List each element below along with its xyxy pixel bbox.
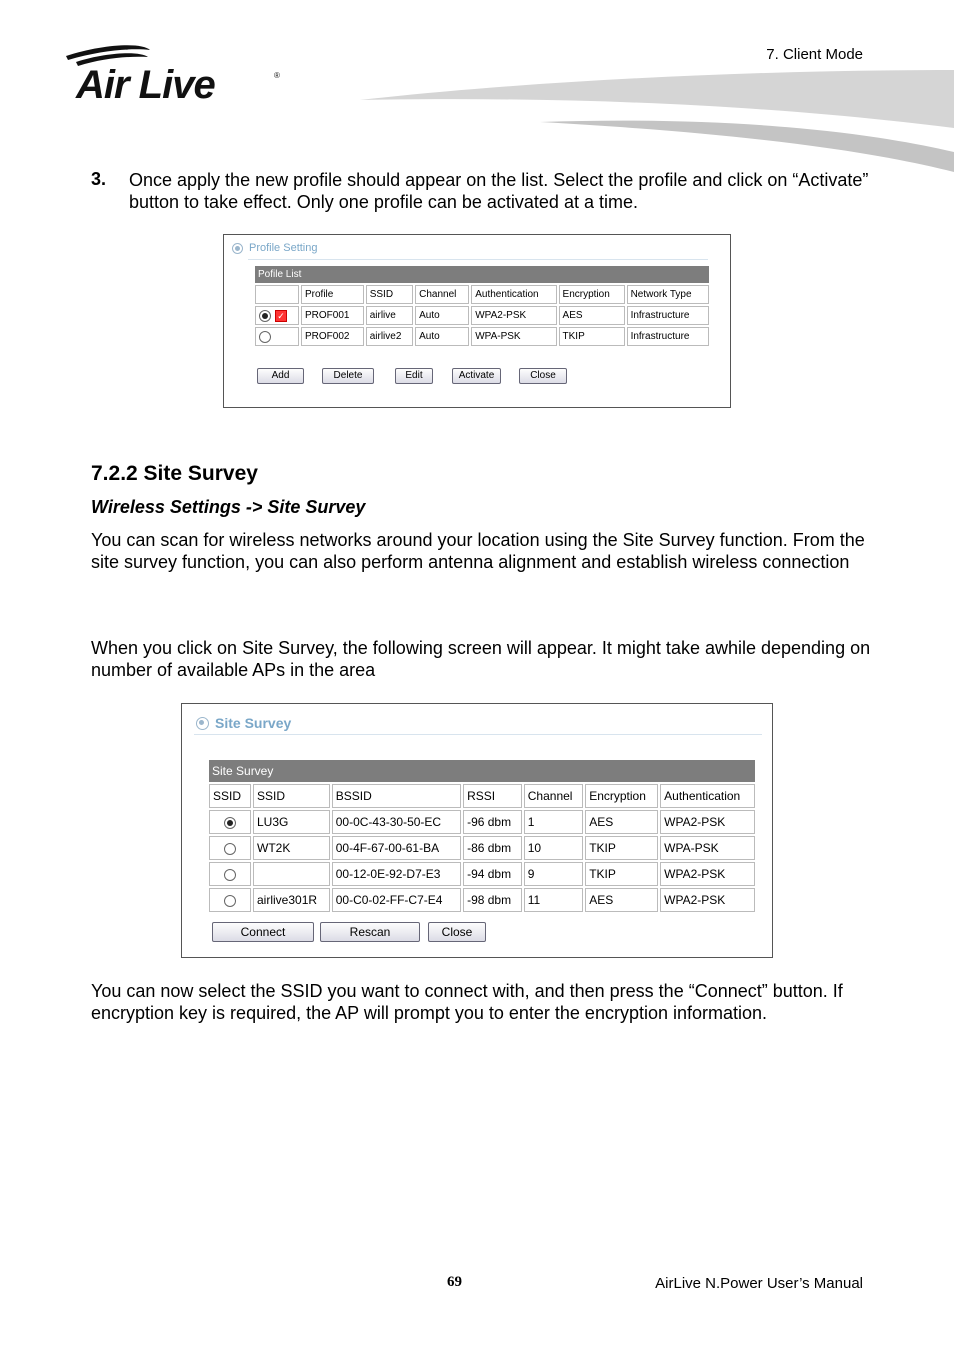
select-column-header [255,285,299,304]
table-caption: Site Survey [209,760,755,782]
rssi-cell: -86 dbm [463,836,522,860]
ssid-radio[interactable] [224,895,236,907]
ssid-cell: airlive301R [253,888,330,912]
profile-setting-screenshot [223,234,731,408]
close-button[interactable]: Close [428,922,486,942]
panel-title [232,242,317,254]
column-header: Encryption [585,784,658,808]
ssid-cell: LU3G [253,810,330,834]
channel-cell: 9 [524,862,583,886]
auth-cell: WPA-PSK [660,836,755,860]
bssid-cell: 00-4F-67-00-61-BA [332,836,461,860]
rssi-cell: -94 dbm [463,862,522,886]
svg-text:Air Live: Air Live [76,63,215,104]
table-row [209,862,755,886]
site-survey-screenshot [181,703,773,958]
panel-title [196,715,291,731]
paragraph: You can scan for wireless networks around your location using the Site Survey function. From the site survey function, you can also perform antenna alignment and establish wireless connection [91,530,865,572]
close-button[interactable]: Close [519,368,567,384]
auth-cell: WPA2-PSK [660,888,755,912]
site-survey-table [207,758,757,914]
auth-cell: WPA2-PSK [660,810,755,834]
bssid-cell: 00-0C-43-30-50-EC [332,810,461,834]
profile-cell: PROF001 [301,306,364,325]
activate-button[interactable]: Activate [452,368,501,384]
rssi-cell: -98 dbm [463,888,522,912]
column-header: SSID [253,784,330,808]
section-heading: 7.2.2 Site Survey [91,462,258,485]
enc-cell: AES [559,306,625,325]
table-header-row [255,285,709,304]
column-header: Encryption [559,285,625,304]
table-row [209,810,755,834]
bullet-icon [232,243,243,254]
section-subheading: Wireless Settings -> Site Survey [91,497,366,517]
bssid-cell: 00-C0-02-FF-C7-E4 [332,888,461,912]
chapter-title: 7. Client Mode [766,46,863,63]
enc-cell: TKIP [585,836,658,860]
rssi-cell: -96 dbm [463,810,522,834]
table-header-row [209,784,755,808]
ssid-cell: airlive2 [366,327,413,346]
step-number: 3. [91,169,107,189]
enc-cell: TKIP [559,327,625,346]
net-cell: Infrastructure [627,327,709,346]
table-row [255,327,709,346]
title-divider [248,259,708,260]
column-header: SSID [209,784,251,808]
channel-cell: Auto [415,306,469,325]
enc-cell: AES [585,810,658,834]
column-header: Channel [524,784,583,808]
paragraph: When you click on Site Survey, the following screen will appear. It might take awhile depending on number of available APs in the area [91,638,871,680]
active-check-icon: ✓ [275,310,287,322]
manual-title: AirLive N.Power User’s Manual [655,1275,863,1292]
auth-cell: WPA2-PSK [660,862,755,886]
profile-list-table [253,264,711,348]
column-header: Authentication [660,784,755,808]
column-header: Channel [415,285,469,304]
profile-setting-title: Profile Setting [249,242,318,254]
header-swoosh-graphic [340,60,954,180]
channel-cell: 1 [524,810,583,834]
page-number: 69 [447,1274,462,1290]
channel-cell: Auto [415,327,469,346]
ssid-cell: airlive [366,306,413,325]
profile-radio[interactable] [259,310,271,322]
channel-cell: 11 [524,888,583,912]
table-row [209,836,755,860]
enc-cell: TKIP [585,862,658,886]
net-cell: Infrastructure [627,306,709,325]
table-caption: Pofile List [255,266,709,283]
rescan-button[interactable]: Rescan [320,922,420,942]
column-header: RSSI [463,784,522,808]
title-divider [194,734,762,735]
add-button[interactable]: Add [257,368,304,384]
table-row [255,306,709,325]
column-header: Profile [301,285,364,304]
edit-button[interactable]: Edit [395,368,433,384]
ssid-cell [253,862,330,886]
column-header: Authentication [471,285,556,304]
profile-radio[interactable] [259,331,271,343]
bssid-cell: 00-12-0E-92-D7-E3 [332,862,461,886]
column-header: SSID [366,285,413,304]
column-header: Network Type [627,285,709,304]
delete-button[interactable]: Delete [322,368,374,384]
ssid-radio[interactable] [224,843,236,855]
auth-cell: WPA-PSK [471,327,556,346]
table-row [209,888,755,912]
channel-cell: 10 [524,836,583,860]
bullet-icon [196,717,209,730]
connect-button[interactable]: Connect [212,922,314,942]
airlive-logo [62,42,292,104]
profile-cell: PROF002 [301,327,364,346]
svg-text:®: ® [274,71,280,80]
ssid-cell: WT2K [253,836,330,860]
ssid-radio[interactable] [224,817,236,829]
site-survey-title: Site Survey [215,715,292,731]
paragraph: You can now select the SSID you want to connect with, and then press the “Connect” button. If encryption key is required, the AP will prompt you to enter the encryption information. [91,981,843,1023]
step-text: Once apply the new profile should appear on the list. Select the profile and click on “Activate” button to take effect. Only one profile can be activated at a time. [129,170,869,212]
column-header: BSSID [332,784,461,808]
ssid-radio[interactable] [224,869,236,881]
enc-cell: AES [585,888,658,912]
auth-cell: WPA2-PSK [471,306,556,325]
